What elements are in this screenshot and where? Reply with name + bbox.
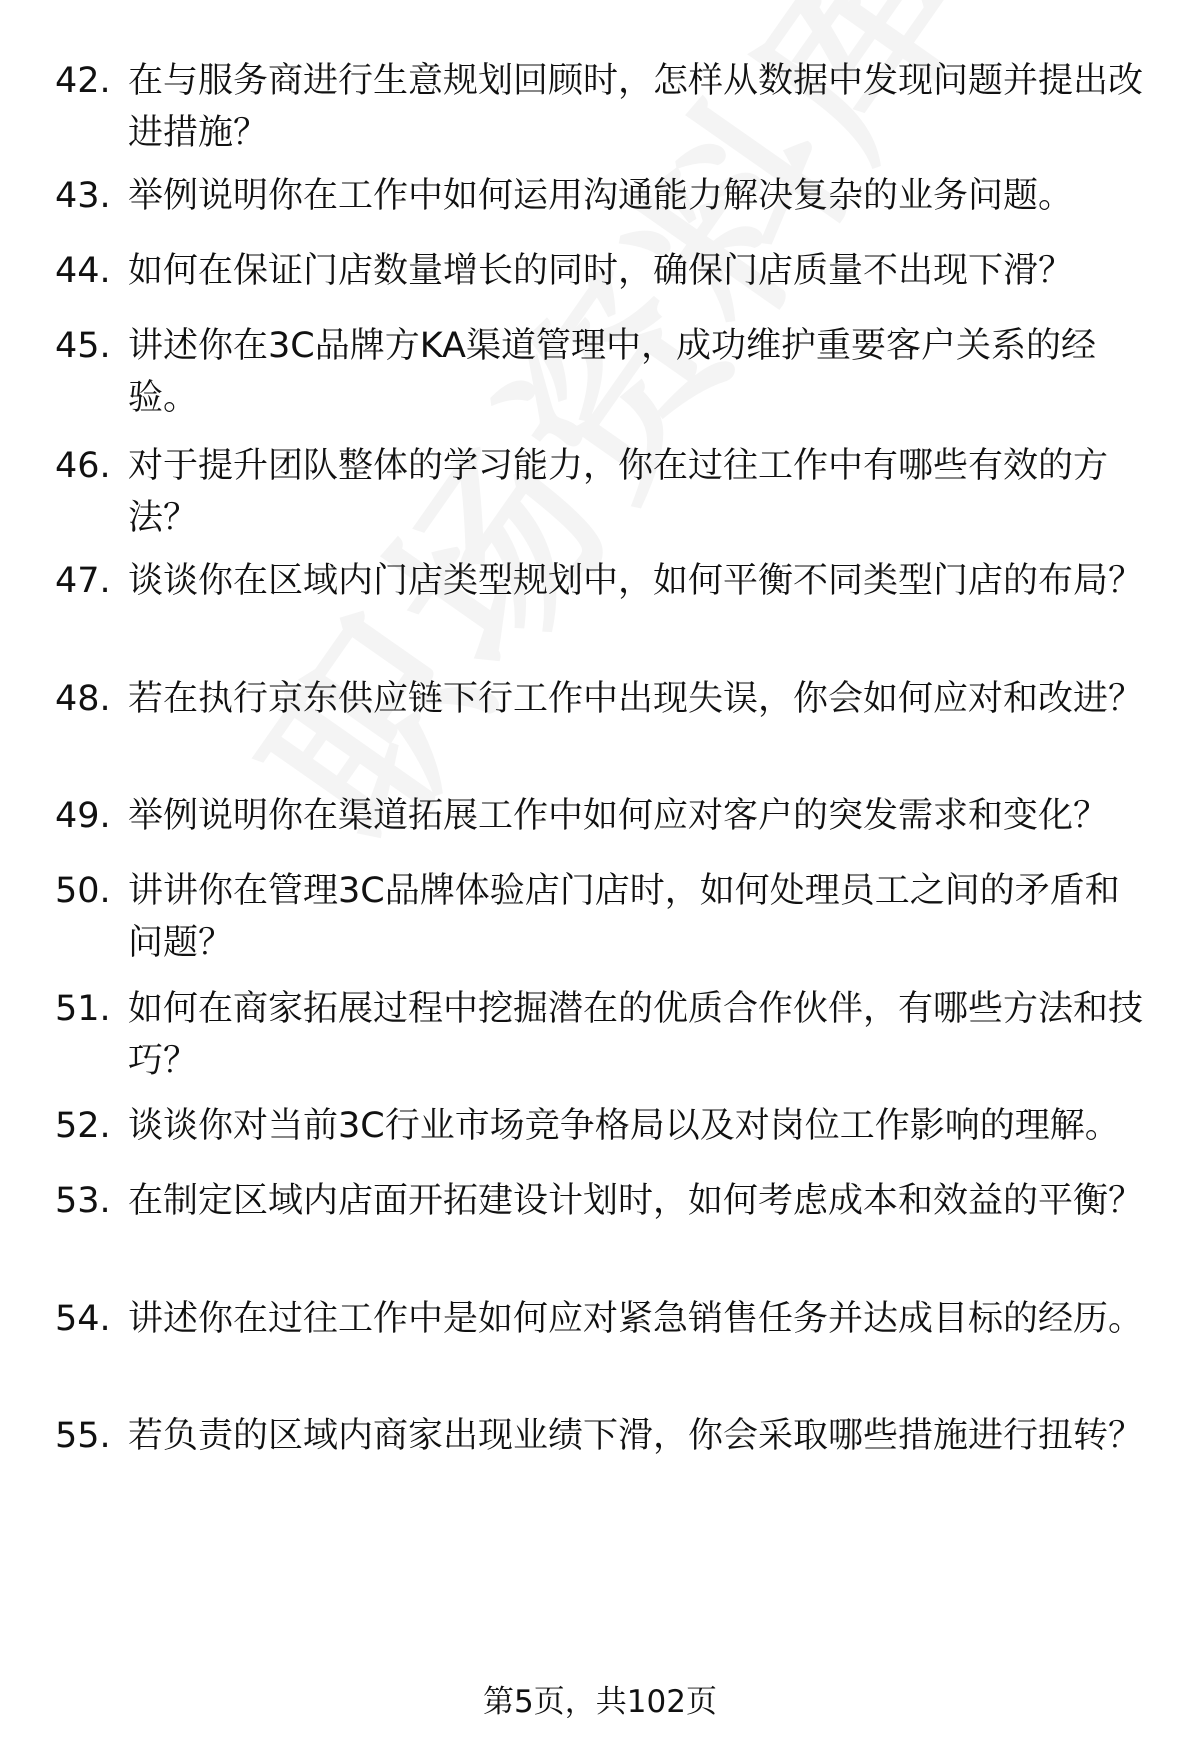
question-text: 若在执行京东供应链下行工作中出现失误，你会如何应对和改进？: [128, 679, 1144, 719]
question-text: 在制定区域内店面开拓建设计划时，如何考虑成本和效益的平衡？: [128, 1181, 1144, 1221]
question-text: 谈谈你对当前3C行业市场竞争格局以及对岗位工作影响的理解。: [128, 1106, 1120, 1146]
question-text: 讲讲你在管理3C品牌体验店门店时，如何处理员工之间的矛盾和问题？: [128, 871, 1120, 963]
question-number: 47.: [55, 561, 111, 601]
question-number: 53.: [55, 1181, 111, 1221]
question-text: 讲述你在3C品牌方KA渠道管理中，成功维护重要客户关系的经验。: [128, 326, 1096, 418]
question-number: 54.: [55, 1299, 111, 1339]
page-footer: 第5页，共102页: [483, 1684, 717, 1720]
question-number: 51.: [55, 989, 111, 1029]
question-number: 49.: [55, 796, 111, 836]
question-text: 谈谈你在区域内门店类型规划中，如何平衡不同类型门店的布局？: [128, 561, 1144, 601]
question-number: 50.: [55, 871, 111, 911]
question-text: 举例说明你在工作中如何运用沟通能力解决复杂的业务问题。: [128, 176, 1074, 216]
question-number: 55.: [55, 1416, 111, 1456]
question-text: 举例说明你在渠道拓展工作中如何应对客户的突发需求和变化？: [128, 796, 1109, 836]
question-text: 如何在保证门店数量增长的同时，确保门店质量不出现下滑？: [128, 251, 1074, 291]
question-number: 44.: [55, 251, 111, 291]
question-number: 48.: [55, 679, 111, 719]
question-number: 42.: [55, 61, 111, 101]
question-number: 45.: [55, 326, 111, 366]
question-number: 52.: [55, 1106, 111, 1146]
question-text: 讲述你在过往工作中是如何应对紧急销售任务并达成目标的经历。: [128, 1299, 1144, 1339]
question-text: 在与服务商进行生意规划回顾时，怎样从数据中发现问题并提出改进措施？: [128, 61, 1144, 153]
question-number: 46.: [55, 446, 111, 486]
question-text: 如何在商家拓展过程中挖掘潜在的优质合作伙伴，有哪些方法和技巧？: [128, 989, 1144, 1081]
question-number: 43.: [55, 176, 111, 216]
question-text: 若负责的区域内商家出现业绩下滑，你会采取哪些措施进行扭转？: [128, 1416, 1144, 1456]
question-text: 对于提升团队整体的学习能力，你在过往工作中有哪些有效的方法？: [128, 446, 1109, 538]
